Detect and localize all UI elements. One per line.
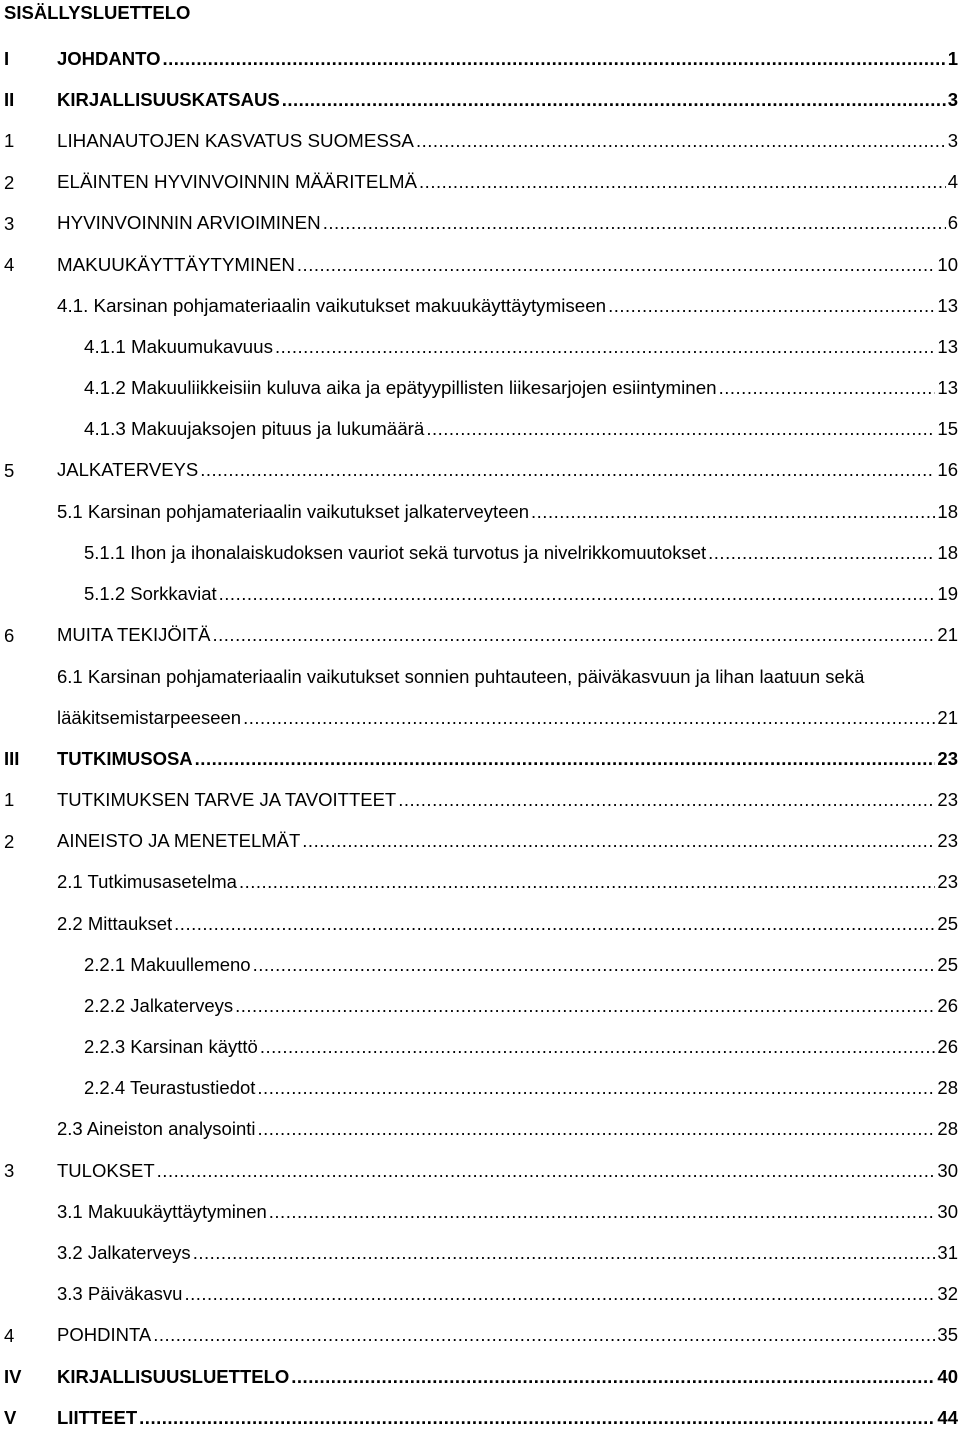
- toc-entry-page: 23: [937, 747, 958, 769]
- toc-entry-page: 4: [947, 171, 958, 193]
- dot-leader: [323, 212, 946, 234]
- dot-leader: [398, 789, 935, 811]
- toc-entry-page: 18: [937, 500, 958, 522]
- toc-entry-number: 3: [4, 212, 15, 234]
- dot-leader: [708, 542, 935, 564]
- toc-entry-page: 23: [937, 830, 958, 852]
- toc-entry-number: 2: [4, 830, 15, 852]
- dot-leader: [213, 624, 936, 646]
- toc-entry-page: 40: [937, 1365, 958, 1387]
- page-title: SISÄLLYSLUETTELO: [4, 2, 191, 23]
- toc-entry-number: 5: [4, 459, 15, 481]
- toc-entry[interactable]: [0, 368, 960, 409]
- toc-entry-page: 3: [947, 88, 958, 110]
- toc-entry-page: 21: [937, 624, 958, 646]
- dot-leader: [282, 89, 946, 111]
- toc-entry-page: 19: [937, 583, 958, 605]
- toc-entry-title: KIRJALLISUUSKATSAUS: [57, 88, 280, 110]
- toc-entry[interactable]: [0, 903, 960, 944]
- toc-entry-number: V: [4, 1407, 17, 1429]
- toc-entry-title: KIRJALLISUUSLUETTELO: [57, 1365, 290, 1387]
- toc-entry-number: III: [4, 748, 20, 770]
- toc-entry-page: 13: [937, 377, 958, 399]
- toc-entry-title: 5.1 Karsinan pohjamateriaalin vaikutukset jalkaterveyteen: [57, 500, 530, 522]
- toc-entry-title: 2.1 Tutkimusasetelma: [57, 871, 237, 893]
- toc-entry-title: LIITTEET: [57, 1406, 138, 1428]
- toc-entry[interactable]: [0, 1356, 960, 1397]
- toc-entry-title: HYVINVOINNIN ARVIOIMINEN: [57, 212, 321, 234]
- toc-entry-number: 1: [4, 789, 15, 811]
- toc-entry[interactable]: [0, 120, 960, 161]
- toc-entry-title: 4.1.3 Makuujaksojen pituus ja lukumäärä: [84, 418, 425, 440]
- toc-entry-page: 44: [937, 1406, 958, 1428]
- dot-leader: [257, 1077, 935, 1099]
- toc-entry[interactable]: [0, 656, 960, 738]
- toc-entry-page: 10: [937, 253, 958, 275]
- toc-entry-title: JOHDANTO: [57, 47, 161, 69]
- dot-leader: [195, 748, 936, 770]
- dot-leader: [235, 995, 935, 1017]
- toc-entry-page: 30: [937, 1200, 958, 1222]
- toc-entry-title: 3.3 Päiväkasvu: [57, 1283, 183, 1305]
- toc-entry-title: 2.2 Mittaukset: [57, 912, 173, 934]
- dot-leader: [291, 1366, 935, 1388]
- toc-entry-title: 3.1 Makuukäyttäytyminen: [57, 1200, 267, 1222]
- toc-entry-title: TULOKSET: [57, 1159, 155, 1181]
- dot-leader: [426, 418, 935, 440]
- dot-leader: [302, 830, 935, 852]
- toc-entry-number: 3: [4, 1160, 15, 1182]
- toc-entry-page: 16: [937, 459, 958, 481]
- toc-entry-number: 4: [4, 1324, 15, 1346]
- toc-entry-page: 23: [937, 871, 958, 893]
- toc-entry-title: LIHANAUTOJEN KASVATUS SUOMESSA: [57, 129, 414, 151]
- toc-entry-title: TUTKIMUSOSA: [57, 747, 193, 769]
- dot-leader: [260, 1036, 936, 1058]
- dot-leader: [531, 501, 935, 523]
- toc-entry[interactable]: [0, 79, 960, 120]
- dot-leader: [174, 913, 935, 935]
- dot-leader: [253, 954, 936, 976]
- toc-entry-title: MUITA TEKIJÖITÄ: [57, 624, 211, 646]
- toc-entry[interactable]: [0, 821, 960, 862]
- toc-entry-title: AINEISTO JA MENETELMÄT: [57, 830, 301, 852]
- toc-entry[interactable]: [0, 1397, 960, 1438]
- dot-leader: [275, 336, 935, 358]
- dot-leader: [193, 1242, 936, 1264]
- toc-entry-title: 2.2.2 Jalkaterveys: [84, 994, 234, 1016]
- toc-entry[interactable]: [0, 738, 960, 779]
- toc-entry-title: 5.1.1 Ihon ja ihonalaiskudoksen vauriot sekä turvotus ja nivelrikkomuutokset: [84, 541, 707, 563]
- toc-entry[interactable]: [0, 450, 960, 491]
- toc-entry-title: JALKATERVEYS: [57, 459, 199, 481]
- dot-leader: [184, 1283, 935, 1305]
- dot-leader: [200, 459, 935, 481]
- toc-entry-page: 6: [947, 212, 958, 234]
- toc-entry[interactable]: [0, 573, 960, 614]
- toc-entry-page: 1: [947, 47, 958, 69]
- toc-entry-page: 25: [937, 953, 958, 975]
- toc-entry-page: 18: [937, 541, 958, 563]
- toc-entry[interactable]: [0, 1232, 960, 1273]
- toc-entry-page: 21: [937, 706, 958, 728]
- toc-entry[interactable]: [0, 1150, 960, 1191]
- toc-entry-page: 13: [937, 335, 958, 357]
- dot-leader: [297, 254, 936, 276]
- toc-entry-title: 2.2.1 Makuullemeno: [84, 953, 251, 975]
- toc-entry-title: MAKUUKÄYTTÄYTYMINEN: [57, 253, 295, 275]
- toc-entry-number: 2: [4, 171, 15, 193]
- toc-entry-title-continued: lääkitsemistarpeeseen: [57, 706, 242, 728]
- toc-entry-page: 26: [937, 994, 958, 1016]
- toc-entry[interactable]: [0, 944, 960, 985]
- toc-entry-number: IV: [4, 1366, 22, 1388]
- dot-leader: [258, 1118, 936, 1140]
- toc-entry-title: 4.1. Karsinan pohjamateriaalin vaikutukset makuukäyttäytymiseen: [57, 294, 607, 316]
- toc-entry-page: 30: [937, 1159, 958, 1181]
- toc-entry-number: II: [4, 89, 15, 111]
- toc-entry[interactable]: [0, 532, 960, 573]
- toc-entry[interactable]: [0, 285, 960, 326]
- toc-entry-page: 28: [937, 1077, 958, 1099]
- toc-entry-title: 4.1.1 Makuumukavuus: [84, 335, 273, 357]
- dot-leader: [153, 1324, 935, 1346]
- toc-entry[interactable]: [0, 1068, 960, 1109]
- toc-entry-page: 35: [937, 1324, 958, 1346]
- toc-entry-number: 6: [4, 624, 15, 646]
- toc-entry[interactable]: [0, 985, 960, 1026]
- toc-entry-title: 2.3 Aineiston analysointi: [57, 1118, 256, 1140]
- dot-leader: [219, 583, 936, 605]
- toc-entry[interactable]: [0, 779, 960, 820]
- toc-entry-title: ELÄINTEN HYVINVOINNIN MÄÄRITELMÄ: [57, 171, 418, 193]
- toc-entry-page: 26: [937, 1036, 958, 1058]
- toc-entry-title: 3.2 Jalkaterveys: [57, 1242, 191, 1264]
- toc-entry[interactable]: [0, 38, 960, 79]
- toc-entry-page: 28: [937, 1118, 958, 1140]
- dot-leader: [269, 1201, 936, 1223]
- toc-entry-page: 3: [947, 129, 958, 151]
- dot-leader: [416, 130, 946, 152]
- toc-entry[interactable]: [0, 409, 960, 450]
- toc-entry[interactable]: [0, 1027, 960, 1068]
- toc-entry[interactable]: [0, 491, 960, 532]
- toc-entry[interactable]: [0, 1109, 960, 1150]
- toc-entry-page: 23: [937, 788, 958, 810]
- toc-entry[interactable]: [0, 1191, 960, 1232]
- toc-entry-title: TUTKIMUKSEN TARVE JA TAVOITTEET: [57, 788, 397, 810]
- toc-entry-title: 5.1.2 Sorkkaviat: [84, 583, 217, 605]
- dot-leader: [719, 377, 936, 399]
- table-of-contents: [0, 38, 960, 1438]
- dot-leader: [157, 1160, 936, 1182]
- dot-leader: [139, 1407, 935, 1429]
- toc-entry-title: 6.1 Karsinan pohjamateriaalin vaikutukset sonnien puhtauteen, päiväkasvuun ja lihan laatuun sekä: [57, 665, 865, 687]
- toc-entry[interactable]: [0, 1274, 960, 1315]
- toc-entry-title: 4.1.2 Makuuliikkeisiin kuluva aika ja epätyypillisten liikesarjojen esiintyminen: [84, 377, 717, 399]
- toc-entry-title: POHDINTA: [57, 1324, 152, 1346]
- toc-entry[interactable]: [0, 1315, 960, 1356]
- toc-entry[interactable]: [0, 203, 960, 244]
- toc-entry-page: 15: [937, 418, 958, 440]
- dot-leader: [243, 707, 935, 729]
- dot-leader: [419, 171, 946, 193]
- toc-entry-number: 4: [4, 253, 15, 275]
- dot-leader: [162, 48, 945, 70]
- dot-leader: [239, 871, 935, 893]
- toc-entry[interactable]: [0, 326, 960, 367]
- toc-entry[interactable]: [0, 244, 960, 285]
- toc-entry[interactable]: [0, 162, 960, 203]
- toc-entry-title: 2.2.4 Teurastustiedot: [84, 1077, 256, 1099]
- toc-entry-number: I: [4, 48, 10, 69]
- dot-leader: [608, 295, 935, 317]
- toc-entry-page: 32: [937, 1283, 958, 1305]
- toc-entry-number: 1: [4, 130, 15, 152]
- toc-entry-page: 13: [937, 294, 958, 316]
- toc-entry-page: 25: [937, 912, 958, 934]
- toc-entry[interactable]: [0, 862, 960, 903]
- toc-entry-page: 31: [937, 1242, 958, 1264]
- toc-entry[interactable]: [0, 615, 960, 656]
- toc-entry-title: 2.2.3 Karsinan käyttö: [84, 1036, 258, 1058]
